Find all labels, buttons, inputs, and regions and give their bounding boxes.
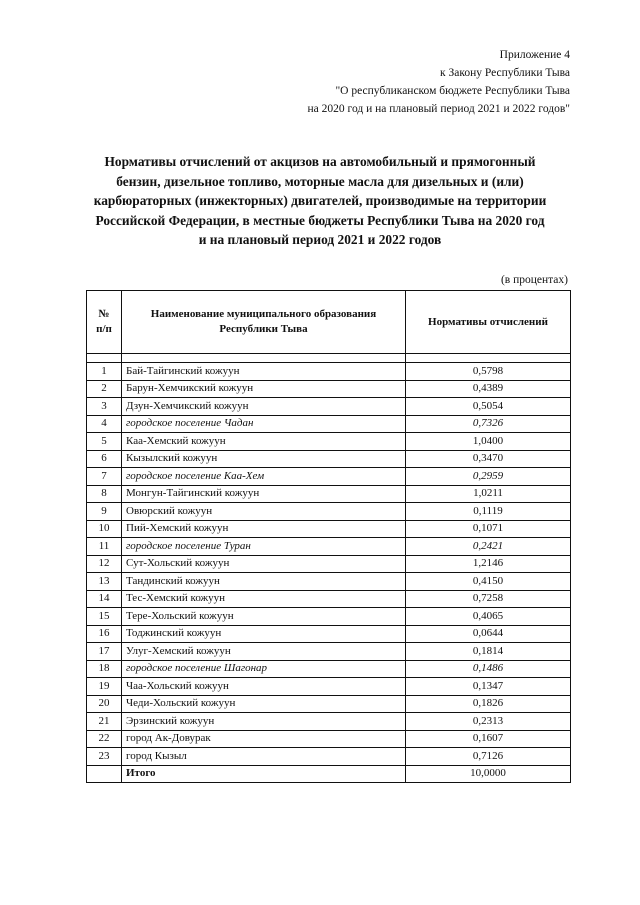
normative-value: 1,0211 <box>406 485 571 503</box>
municipality-name: Каа-Хемский кожуун <box>122 433 406 451</box>
normative-value: 0,4150 <box>406 573 571 591</box>
table-row <box>87 555 571 573</box>
municipality-name: город Кызыл <box>122 748 406 766</box>
appendix-header <box>210 46 570 118</box>
table-row <box>87 590 571 608</box>
municipality-name: городское поселение Каа-Хем <box>122 468 406 486</box>
table-row <box>87 748 571 766</box>
row-number: 6 <box>87 450 122 468</box>
total-row <box>87 765 571 783</box>
row-number: 23 <box>87 748 122 766</box>
normative-value: 0,1119 <box>406 503 571 521</box>
municipality-name: городское поселение Туран <box>122 538 406 556</box>
appendix-line: "О республиканском бюджете Республики Тыва <box>335 85 570 97</box>
municipality-name: Тоджинский кожуун <box>122 625 406 643</box>
row-number: 7 <box>87 468 122 486</box>
title-line: бензин, дизельное топливо, моторные масла для дизельных и (или) <box>116 173 524 189</box>
municipality-name: Чаа-Хольский кожуун <box>122 678 406 696</box>
table-row <box>87 608 571 626</box>
row-number: 20 <box>87 695 122 713</box>
normative-value: 0,7258 <box>406 590 571 608</box>
appendix-line: Приложение 4 <box>499 49 570 61</box>
norms-table <box>86 290 571 783</box>
municipality-name: Пий-Хемский кожуун <box>122 520 406 538</box>
normative-value: 0,1486 <box>406 660 571 678</box>
municipality-name: Тере-Хольский кожуун <box>122 608 406 626</box>
table-row <box>87 468 571 486</box>
row-number: 17 <box>87 643 122 661</box>
municipality-name: Сут-Хольский кожуун <box>122 555 406 573</box>
table-row <box>87 503 571 521</box>
header-municipality-line1: Наименование муниципального образования <box>150 308 377 320</box>
table-row <box>87 573 571 591</box>
municipality-name: Овюрский кожуун <box>122 503 406 521</box>
header-normative: Нормативы отчислений <box>406 291 571 354</box>
table-row <box>87 678 571 696</box>
header-number <box>87 291 122 354</box>
header-number-line1: № <box>98 308 110 320</box>
normative-value: 0,0644 <box>406 625 571 643</box>
units-note: (в процентах) <box>500 274 568 286</box>
total-label: Итого <box>122 765 406 783</box>
normative-value: 1,2146 <box>406 555 571 573</box>
row-number: 18 <box>87 660 122 678</box>
appendix-line: к Закону Республики Тыва <box>440 67 570 79</box>
normative-value: 0,5798 <box>406 363 571 381</box>
table-row <box>87 660 571 678</box>
header-number-line2: п/п <box>96 323 112 335</box>
normative-value: 0,5054 <box>406 398 571 416</box>
row-number: 2 <box>87 380 122 398</box>
title-line: карбюраторных (инжекторных) двигателей, производимые на территории <box>93 193 547 208</box>
row-number: 11 <box>87 538 122 556</box>
appendix-line: на 2020 год и на плановый период 2021 и 2022 годов" <box>307 103 570 115</box>
row-number: 4 <box>87 415 122 433</box>
row-number: 21 <box>87 713 122 731</box>
table-row <box>87 415 571 433</box>
municipality-name: Кызылский кожуун <box>122 450 406 468</box>
municipality-name: Улуг-Хемский кожуун <box>122 643 406 661</box>
normative-value: 0,2959 <box>406 468 571 486</box>
row-number: 15 <box>87 608 122 626</box>
municipality-name: Тес-Хемский кожуун <box>122 590 406 608</box>
title-line: и на плановый период 2021 и 2022 годов <box>198 232 442 247</box>
normative-value: 0,1071 <box>406 520 571 538</box>
normative-value: 0,3470 <box>406 450 571 468</box>
row-number: 14 <box>87 590 122 608</box>
row-number: 13 <box>87 573 122 591</box>
table-row <box>87 520 571 538</box>
row-number: 8 <box>87 485 122 503</box>
table-row <box>87 380 571 398</box>
normative-value: 0,1607 <box>406 730 571 748</box>
normative-value: 0,2421 <box>406 538 571 556</box>
normative-value: 0,4065 <box>406 608 571 626</box>
row-number: 19 <box>87 678 122 696</box>
title-line: Российской Федерации, в местные бюджеты Республики Тыва на 2020 год <box>95 212 545 228</box>
spacer-row <box>87 354 571 363</box>
row-number: 12 <box>87 555 122 573</box>
normative-value: 0,7326 <box>406 415 571 433</box>
document-title <box>70 152 570 250</box>
table-body <box>87 354 571 783</box>
normative-value: 0,1814 <box>406 643 571 661</box>
table-row <box>87 398 571 416</box>
municipality-name: Эрзинский кожуун <box>122 713 406 731</box>
table-row <box>87 625 571 643</box>
municipality-name: Монгун-Тайгинский кожуун <box>122 485 406 503</box>
municipality-name: городское поселение Шагонар <box>122 660 406 678</box>
title-line: Нормативы отчислений от акцизов на автомобильный и прямогонный <box>104 154 536 169</box>
normative-value: 1,0400 <box>406 433 571 451</box>
header-municipality-line2: Республики Тыва <box>219 323 308 335</box>
normative-value: 0,2313 <box>406 713 571 731</box>
row-number: 5 <box>87 433 122 451</box>
municipality-name: город Ак-Довурак <box>122 730 406 748</box>
total-number-cell <box>87 765 122 783</box>
table-header-row <box>87 291 571 354</box>
table-row <box>87 643 571 661</box>
row-number: 22 <box>87 730 122 748</box>
normative-value: 0,1826 <box>406 695 571 713</box>
table-row <box>87 713 571 731</box>
normative-value: 0,7126 <box>406 748 571 766</box>
row-number: 16 <box>87 625 122 643</box>
municipality-name: Тандинский кожуун <box>122 573 406 591</box>
header-municipality <box>122 291 406 354</box>
municipality-name: Барун-Хемчикский кожуун <box>122 380 406 398</box>
row-number: 10 <box>87 520 122 538</box>
row-number: 1 <box>87 363 122 381</box>
row-number: 9 <box>87 503 122 521</box>
table-row <box>87 485 571 503</box>
normative-value: 0,4389 <box>406 380 571 398</box>
table-row <box>87 433 571 451</box>
table-row <box>87 695 571 713</box>
municipality-name: городское поселение Чадан <box>122 415 406 433</box>
table-row <box>87 450 571 468</box>
row-number: 3 <box>87 398 122 416</box>
table-row <box>87 538 571 556</box>
table-row <box>87 730 571 748</box>
normative-value: 0,1347 <box>406 678 571 696</box>
table-row <box>87 363 571 381</box>
total-value: 10,0000 <box>406 765 571 783</box>
municipality-name: Дзун-Хемчикский кожуун <box>122 398 406 416</box>
municipality-name: Чеди-Хольский кожуун <box>122 695 406 713</box>
municipality-name: Бай-Тайгинский кожуун <box>122 363 406 381</box>
